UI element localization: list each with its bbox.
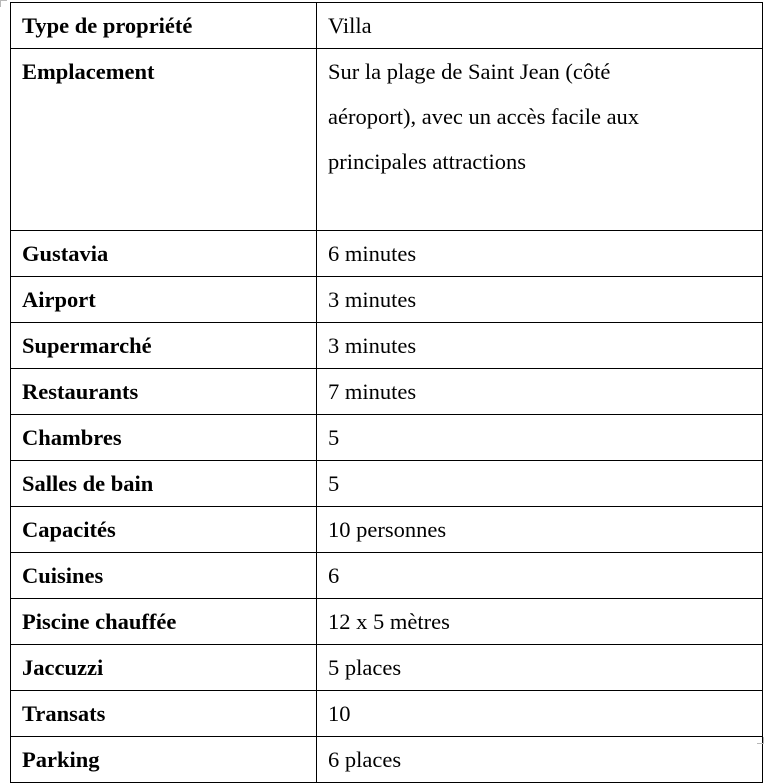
row-value: [317, 49, 763, 231]
row-value: 5: [317, 415, 763, 461]
row-value: 3 minutes: [317, 277, 763, 323]
table-row: [11, 415, 763, 461]
row-label: Type de propriété: [11, 3, 317, 49]
row-label: Salles de bain: [11, 461, 317, 507]
row-value: 10: [317, 691, 763, 737]
row-value: 7 minutes: [317, 369, 763, 415]
row-label: Restaurants: [11, 369, 317, 415]
property-details-table: [10, 2, 763, 783]
table-row: [11, 369, 763, 415]
row-value-line: Sur la plage de Saint Jean (côté: [328, 59, 611, 84]
table-row: [11, 691, 763, 737]
row-value: 6: [317, 553, 763, 599]
row-label: Chambres: [11, 415, 317, 461]
page-corner-mark-top-left: [0, 0, 7, 7]
row-value: 5 places: [317, 645, 763, 691]
row-label: Parking: [11, 737, 317, 783]
table-row: [11, 3, 763, 49]
table-row: [11, 461, 763, 507]
row-label: Supermarché: [11, 323, 317, 369]
row-label: Piscine chauffée: [11, 599, 317, 645]
table-row: [11, 231, 763, 277]
row-value: 10 personnes: [317, 507, 763, 553]
table-row: [11, 553, 763, 599]
table-row: [11, 507, 763, 553]
row-label: Gustavia: [11, 231, 317, 277]
row-value: 6 minutes: [317, 231, 763, 277]
row-label: Cuisines: [11, 553, 317, 599]
page-corner-mark-bottom-right: [757, 737, 764, 744]
row-value-line: principales attractions: [328, 149, 527, 174]
row-label: Airport: [11, 277, 317, 323]
row-value: Villa: [317, 3, 763, 49]
table-row: [11, 49, 763, 231]
table-row: [11, 737, 763, 783]
row-value: 5: [317, 461, 763, 507]
table-row: [11, 323, 763, 369]
table-row: [11, 599, 763, 645]
row-label: Capacités: [11, 507, 317, 553]
row-value: 6 places: [317, 737, 763, 783]
table-row: [11, 277, 763, 323]
table-row: [11, 645, 763, 691]
row-label: Jaccuzzi: [11, 645, 317, 691]
row-label: Emplacement: [11, 49, 317, 231]
row-value-line: aéroport), avec un accès facile aux: [328, 104, 640, 129]
row-label: Transats: [11, 691, 317, 737]
row-value: 12 x 5 mètres: [317, 599, 763, 645]
row-value: 3 minutes: [317, 323, 763, 369]
